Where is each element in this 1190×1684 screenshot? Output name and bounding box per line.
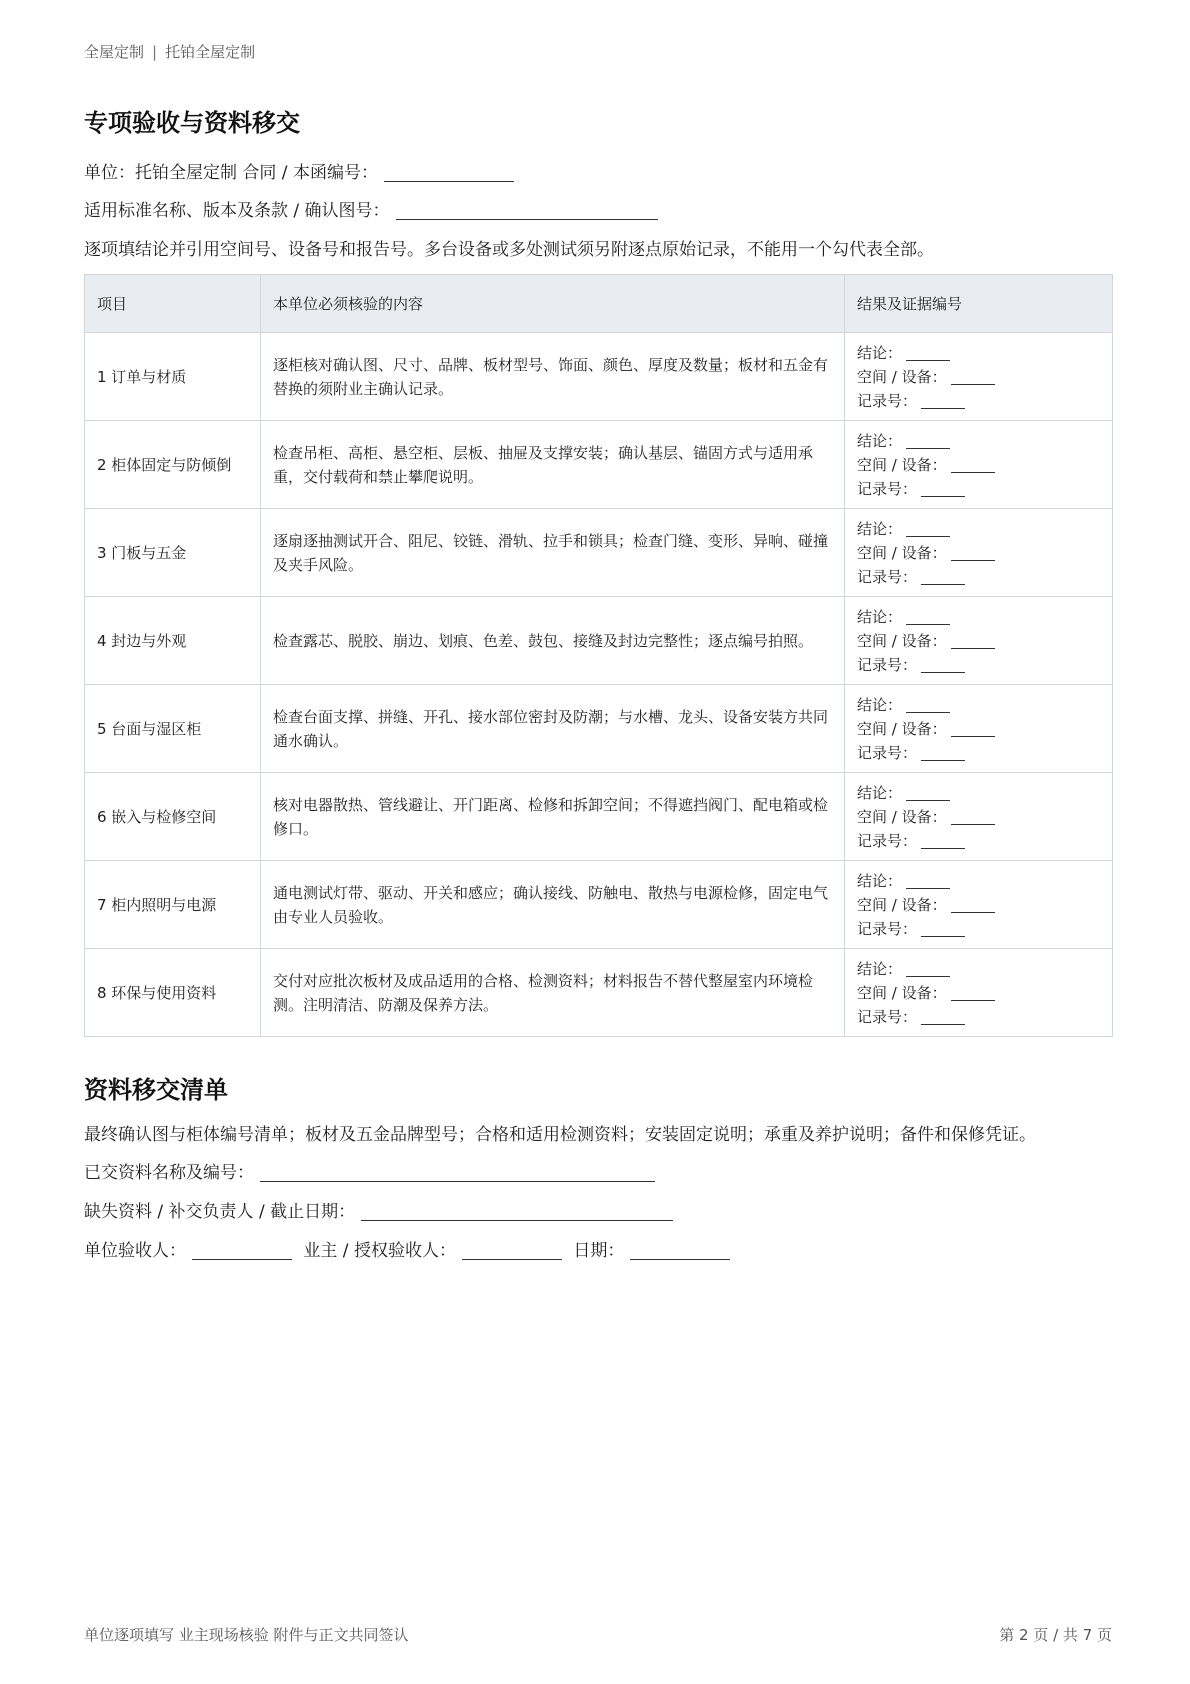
row-content: 通电测试灯带、驱动、开关和感应；确认接线、防触电、散热与电源检修，固定电气由专业人员验收。 xyxy=(261,861,845,949)
header-result: 结果及证据编号 xyxy=(845,275,1113,333)
page-header xyxy=(84,41,255,62)
result-conclusion-field[interactable] xyxy=(906,872,950,889)
result-space-field[interactable] xyxy=(951,720,995,737)
row-content: 逐扇逐抽测试开合、阻尼、铰链、滑轨、拉手和锁具；检查门缝、变形、异响、碰撞及夹手风险。 xyxy=(261,509,845,597)
page-title: 专项验收与资料移交 xyxy=(84,109,300,137)
result-record-line xyxy=(857,477,1100,501)
row-content: 交付对应批次板材及成品适用的合格、检测资料；材料报告不替代整屋室内环境检测。注明清洁、防潮及保养方法。 xyxy=(261,949,845,1037)
table-row xyxy=(85,773,1113,861)
row-item: 5 台面与湿区柜 xyxy=(85,685,261,773)
missing-label: 缺失资料 / 补交负责人 / 截止日期： xyxy=(84,1202,356,1222)
result-record-line xyxy=(857,741,1100,765)
table-row xyxy=(85,685,1113,773)
result-record-line xyxy=(857,917,1100,941)
result-record-line xyxy=(857,829,1100,853)
result-record-field[interactable] xyxy=(921,1008,965,1025)
result-conclusion-line xyxy=(857,869,1100,893)
result-conclusion-line xyxy=(857,517,1100,541)
row-content: 检查台面支撑、拼缝、开孔、接水部位密封及防潮；与水槽、龙头、设备安装方共同通水确认。 xyxy=(261,685,845,773)
result-space-field[interactable] xyxy=(951,544,995,561)
result-conclusion-label: 结论： xyxy=(857,607,903,626)
table-row xyxy=(85,421,1113,509)
header-content: 本单位必须核验的内容 xyxy=(261,275,845,333)
table-row xyxy=(85,333,1113,421)
signature-line xyxy=(84,1236,730,1261)
row-item: 7 柜内照明与电源 xyxy=(85,861,261,949)
row-item: 4 封边与外观 xyxy=(85,597,261,685)
result-space-field[interactable] xyxy=(951,456,995,473)
result-space-field[interactable] xyxy=(951,368,995,385)
standard-line xyxy=(84,196,658,221)
result-space-label: 空间 / 设备： xyxy=(857,807,947,826)
row-item: 1 订单与材质 xyxy=(85,333,261,421)
row-result xyxy=(845,773,1113,861)
submitted-label: 已交资料名称及编号： xyxy=(84,1163,254,1183)
instruction-text: 逐项填结论并引用空间号、设备号和报告号。多台设备或多处测试须另附逐点原始记录，不能用一个勾代表全部。 xyxy=(84,240,934,260)
row-result xyxy=(845,597,1113,685)
result-record-label: 记录号： xyxy=(857,1007,918,1026)
result-conclusion-label: 结论： xyxy=(857,431,903,450)
result-conclusion-field[interactable] xyxy=(906,344,950,361)
result-record-label: 记录号： xyxy=(857,919,918,938)
footer-left: 单位逐项填写 业主现场核验 附件与正文共同签认 xyxy=(84,1626,409,1644)
header-item: 项目 xyxy=(85,275,261,333)
result-space-line xyxy=(857,629,1100,653)
result-space-line xyxy=(857,805,1100,829)
result-space-label: 空间 / 设备： xyxy=(857,983,947,1002)
result-conclusion-line xyxy=(857,957,1100,981)
row-result xyxy=(845,685,1113,773)
header-separator: | xyxy=(152,43,158,61)
result-conclusion-line xyxy=(857,693,1100,717)
result-space-line xyxy=(857,893,1100,917)
owner-signer-field[interactable] xyxy=(462,1241,562,1260)
result-conclusion-field[interactable] xyxy=(906,520,950,537)
result-space-line xyxy=(857,453,1100,477)
row-result xyxy=(845,509,1113,597)
result-conclusion-label: 结论： xyxy=(857,783,903,802)
row-result xyxy=(845,949,1113,1037)
submitted-line xyxy=(84,1158,655,1183)
row-content: 核对电器散热、管线避让、开门距离、检修和拆卸空间；不得遮挡阀门、配电箱或检修口。 xyxy=(261,773,845,861)
table-row xyxy=(85,509,1113,597)
row-item: 6 嵌入与检修空间 xyxy=(85,773,261,861)
table-row xyxy=(85,949,1113,1037)
result-space-label: 空间 / 设备： xyxy=(857,895,947,914)
result-record-field[interactable] xyxy=(921,744,965,761)
result-conclusion-line xyxy=(857,429,1100,453)
handover-list: 最终确认图与柜体编号清单；板材及五金品牌型号；合格和适用检测资料；安装固定说明；承重及养护说明；备件和保修凭证。 xyxy=(84,1125,1036,1145)
result-record-field[interactable] xyxy=(921,480,965,497)
result-space-field[interactable] xyxy=(951,984,995,1001)
result-record-field[interactable] xyxy=(921,656,965,673)
result-conclusion-line xyxy=(857,341,1100,365)
result-record-label: 记录号： xyxy=(857,743,918,762)
result-space-label: 空间 / 设备： xyxy=(857,543,947,562)
standard-label: 适用标准名称、版本及条款 / 确认图号： xyxy=(84,201,390,221)
result-record-line xyxy=(857,1005,1100,1029)
result-record-field[interactable] xyxy=(921,568,965,585)
result-record-label: 记录号： xyxy=(857,831,918,850)
table-row xyxy=(85,597,1113,685)
result-conclusion-field[interactable] xyxy=(906,608,950,625)
result-space-line xyxy=(857,541,1100,565)
result-conclusion-line xyxy=(857,781,1100,805)
result-conclusion-field[interactable] xyxy=(906,696,950,713)
result-record-line xyxy=(857,389,1100,413)
result-record-field[interactable] xyxy=(921,392,965,409)
unit-signer-label: 单位验收人： xyxy=(84,1241,186,1261)
standard-number-field[interactable] xyxy=(396,201,658,220)
date-label: 日期： xyxy=(573,1241,625,1261)
result-space-line xyxy=(857,365,1100,389)
missing-line xyxy=(84,1197,673,1222)
contract-number-field[interactable] xyxy=(384,163,514,182)
owner-signer-label: 业主 / 授权验收人： xyxy=(303,1241,456,1261)
inspection-table xyxy=(84,274,1113,1037)
result-space-field[interactable] xyxy=(951,896,995,913)
result-space-line xyxy=(857,981,1100,1005)
result-conclusion-field[interactable] xyxy=(906,432,950,449)
unit-signer-field[interactable] xyxy=(192,1241,292,1260)
result-conclusion-label: 结论： xyxy=(857,343,903,362)
result-conclusion-field[interactable] xyxy=(906,960,950,977)
result-record-field[interactable] xyxy=(921,920,965,937)
date-field[interactable] xyxy=(630,1241,730,1260)
row-content: 检查吊柜、高柜、悬空柜、层板、抽屉及支撑安装；确认基层、锚固方式与适用承重，交付载荷和禁止攀爬说明。 xyxy=(261,421,845,509)
submitted-docs-field[interactable] xyxy=(260,1163,655,1182)
row-result xyxy=(845,861,1113,949)
table-body xyxy=(85,333,1113,1037)
row-result xyxy=(845,421,1113,509)
unit-contract-line xyxy=(84,158,514,183)
result-record-line xyxy=(857,653,1100,677)
row-content: 检查露芯、脱胶、崩边、划痕、色差、鼓包、接缝及封边完整性；逐点编号拍照。 xyxy=(261,597,845,685)
header-company: 托铂全屋定制 xyxy=(165,43,256,61)
table-header-row xyxy=(85,275,1113,333)
result-record-label: 记录号： xyxy=(857,655,918,674)
result-space-label: 空间 / 设备： xyxy=(857,455,947,474)
handover-title: 资料移交清单 xyxy=(84,1076,228,1104)
row-content: 逐柜核对确认图、尺寸、品牌、板材型号、饰面、颜色、厚度及数量；板材和五金有替换的须附业主确认记录。 xyxy=(261,333,845,421)
header-brand: 全屋定制 xyxy=(84,43,145,61)
result-space-label: 空间 / 设备： xyxy=(857,631,947,650)
result-record-label: 记录号： xyxy=(857,391,918,410)
row-result xyxy=(845,333,1113,421)
result-space-field[interactable] xyxy=(951,808,995,825)
result-conclusion-label: 结论： xyxy=(857,695,903,714)
result-conclusion-field[interactable] xyxy=(906,784,950,801)
result-space-label: 空间 / 设备： xyxy=(857,367,947,386)
result-record-line xyxy=(857,565,1100,589)
result-space-line xyxy=(857,717,1100,741)
table-row xyxy=(85,861,1113,949)
missing-docs-field[interactable] xyxy=(361,1202,673,1221)
result-conclusion-line xyxy=(857,605,1100,629)
result-record-field[interactable] xyxy=(921,832,965,849)
result-conclusion-label: 结论： xyxy=(857,871,903,890)
unit-contract-label: 单位：托铂全屋定制 合同 / 本函编号： xyxy=(84,163,378,183)
row-item: 8 环保与使用资料 xyxy=(85,949,261,1037)
result-record-label: 记录号： xyxy=(857,479,918,498)
result-conclusion-label: 结论： xyxy=(857,959,903,978)
footer-page-number: 第 2 页 / 共 7 页 xyxy=(999,1626,1112,1644)
result-space-field[interactable] xyxy=(951,632,995,649)
row-item: 3 门板与五金 xyxy=(85,509,261,597)
result-record-label: 记录号： xyxy=(857,567,918,586)
result-conclusion-label: 结论： xyxy=(857,519,903,538)
row-item: 2 柜体固定与防倾倒 xyxy=(85,421,261,509)
result-space-label: 空间 / 设备： xyxy=(857,719,947,738)
